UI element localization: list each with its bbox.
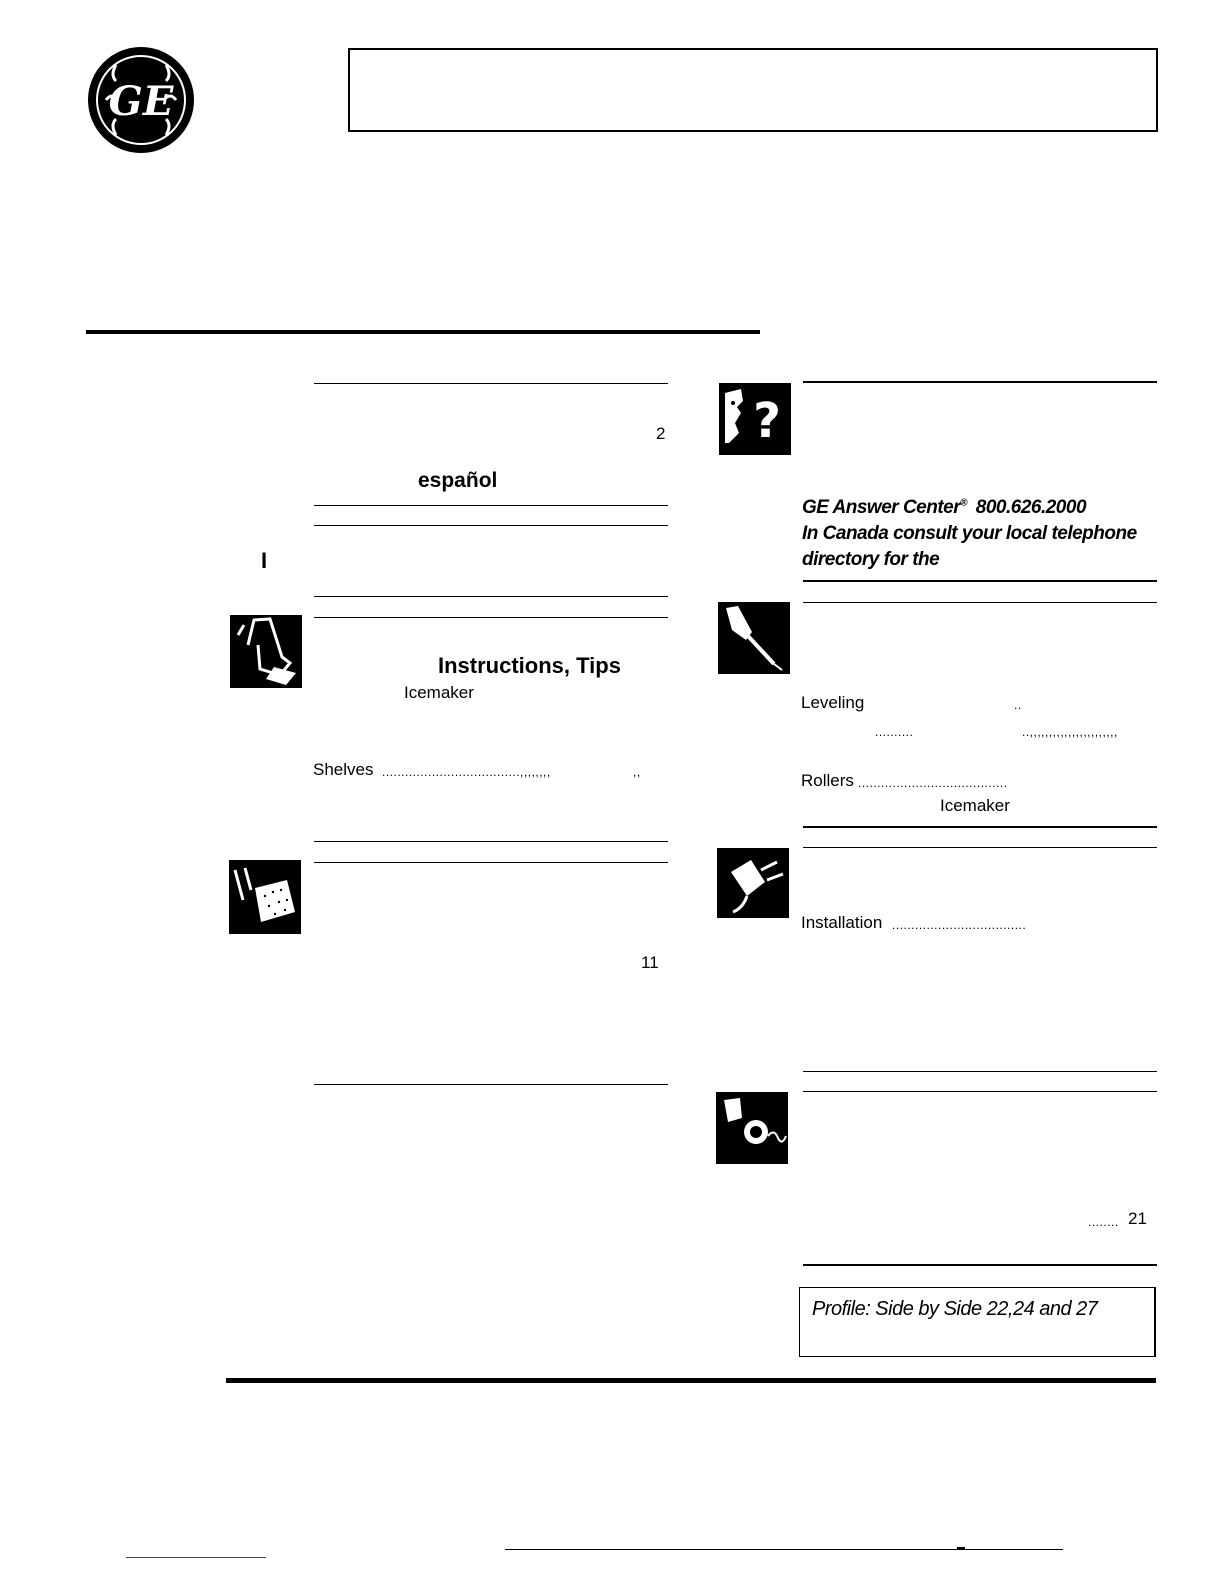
toc-dot-leader: ..,,,,,,,,,,,,,,,,,,,,,,, [1022, 725, 1118, 739]
divider [803, 1264, 1157, 1266]
divider [803, 826, 1157, 828]
water-valve-icon [716, 1092, 788, 1164]
footer-mark [957, 1547, 965, 1549]
plug-icon [717, 848, 789, 918]
toc-dot-leader: ................................... [892, 918, 1027, 932]
ge-logo-text: GE [108, 78, 174, 125]
toc-dot-leader: ........ [1088, 1215, 1119, 1229]
bullet-mark: I [261, 548, 268, 573]
bottom-divider [226, 1378, 1156, 1383]
toc-page-number: 11 [641, 953, 659, 972]
ge-logo [86, 45, 196, 155]
divider [314, 617, 668, 618]
divider [803, 580, 1157, 582]
divider [314, 383, 668, 384]
divider [314, 505, 668, 506]
question-face-icon [719, 383, 791, 455]
toc-icemaker: Icemaker [940, 796, 1010, 815]
finger-press-icon [230, 615, 302, 688]
divider [803, 1091, 1157, 1092]
divider [314, 1084, 668, 1085]
divider [803, 1071, 1157, 1072]
profile-note: Profile: Side by Side 22,24 and 27 [812, 1298, 1098, 1320]
toc-espanol: español [418, 469, 498, 492]
screwdriver-icon [718, 602, 790, 674]
answer-center-number: 800.626.2000 [975, 497, 1087, 518]
answer-center-name: GE Answer Center [802, 497, 961, 518]
divider [803, 602, 1157, 603]
divider [314, 841, 668, 842]
toc-installation: Installation [801, 913, 883, 932]
toc-shelves: Shelves [313, 760, 374, 779]
toc-page-number: 21 [1128, 1209, 1147, 1228]
answer-center-line [802, 497, 1086, 519]
divider [314, 596, 668, 597]
footer-line [505, 1549, 1063, 1550]
toc-dot-leader: ....................................,,,,,,,, [382, 765, 551, 779]
canada-line-1: In Canada consult your local telephone [802, 523, 1137, 544]
profile-box [799, 1287, 1156, 1357]
toc-page-number: 2 [656, 424, 666, 443]
canada-line-2: directory for the [802, 549, 940, 570]
title-box [348, 48, 1158, 132]
toc-icemaker: Icemaker [404, 683, 474, 702]
toc-dot-leader: ....................................... [858, 776, 1008, 790]
toc-dot-leader: .. [1014, 698, 1022, 712]
registered-mark: ® [960, 497, 967, 509]
divider [314, 525, 668, 526]
toc-leveling: Leveling [801, 693, 865, 712]
footer-link-line [126, 1557, 266, 1558]
toc-rollers: Rollers [801, 771, 854, 790]
divider [803, 847, 1157, 848]
toc-dot-leader: ,, [633, 765, 641, 779]
toc-dot-leader: .......... [875, 725, 914, 739]
toc-instructions-tips: Instructions, Tips [438, 653, 621, 678]
svg-text:?: ? [753, 393, 781, 449]
main-divider [86, 330, 760, 334]
divider [314, 862, 668, 863]
divider [803, 381, 1157, 383]
sponge-icon [229, 860, 301, 934]
